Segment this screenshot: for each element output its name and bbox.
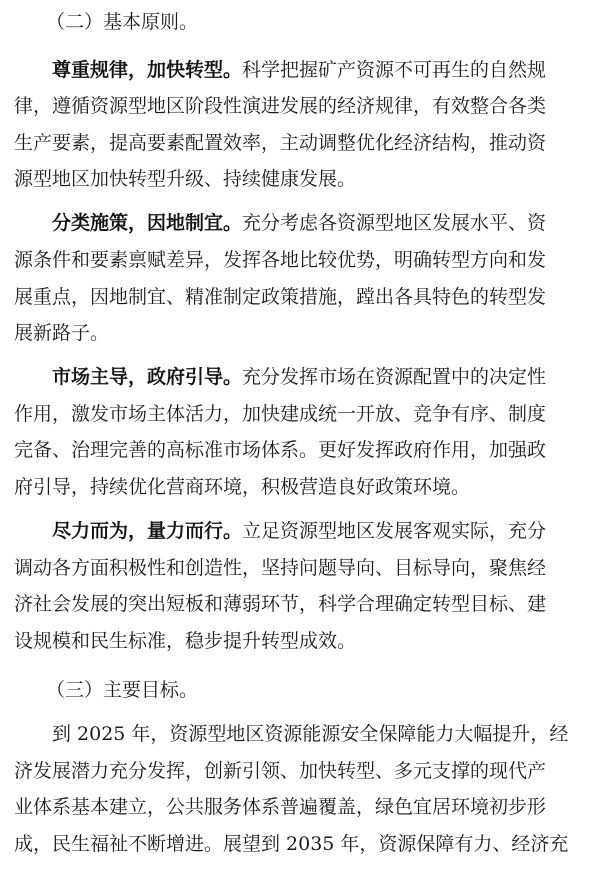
principle-1-line-1: 科学把握矿产资源不可再生的自然规: [242, 59, 547, 81]
principle-1-line-3: 生产要素，提高要素配置效率，主动调整优化经济结构，推动资: [14, 132, 547, 154]
principle-3-line-1: 充分发挥市场在资源配置中的决定性: [242, 366, 547, 388]
section-3-line-3: 业体系基本建立，公共服务体系普遍覆盖，绿色宜居环境初步形: [14, 796, 547, 818]
paragraph-line: [0, 128, 602, 158]
principle-2-line-4: 展新路子。: [14, 322, 110, 344]
paragraph-line: [0, 318, 602, 348]
principle-4-line-2: 调动各方面积极性和创造性，坚持问题导向、目标导向，聚焦经: [14, 557, 547, 579]
principle-3-line-4: 府引导，持续优化营商环境，积极营造良好政策环境。: [14, 476, 471, 498]
section-3-line-2: 济发展潜力充分发挥，创新引领、加快转型、多元支撑的现代产: [14, 760, 547, 782]
principle-3-title: 市场主导，政府引导。: [52, 366, 243, 388]
paragraph-line: [0, 792, 602, 822]
principle-1-line-4: 源型地区加快转型升级、持续健康发展。: [14, 168, 357, 190]
paragraph-line: [0, 362, 602, 392]
principle-2-line-1: 充分考虑各资源型地区发展水平、资: [242, 212, 547, 234]
principle-4-line-4: 设规模和民生标准，稳步提升转型成效。: [14, 630, 357, 652]
section-2-heading: （二）基本原则。: [46, 11, 199, 33]
paragraph-line: [0, 719, 602, 749]
principle-4-line-1: 立足资源型地区发展客观实际，充分: [242, 520, 547, 542]
principle-3-line-3: 完备、治理完善的高标准市场体系。更好发挥政府作用，加强政: [14, 439, 547, 461]
paragraph-line: [0, 164, 602, 194]
paragraph-line: [0, 626, 602, 656]
paragraph-line: [0, 589, 602, 619]
section-3-line-1: 到 2025 年，资源型地区资源能源安全保障能力大幅提升，经: [52, 723, 569, 745]
principle-2-line-2: 源条件和要素禀赋差异，发挥各地比较优势，明确转型方向和发: [14, 249, 547, 271]
principle-1-title: 尊重规律，加快转型。: [52, 59, 243, 81]
paragraph-line: [0, 829, 602, 859]
paragraph-line: [0, 516, 602, 546]
principle-1-line-2: 律，遵循资源型地区阶段性演进发展的经济规律，有效整合各类: [14, 95, 547, 117]
paragraph-line: [0, 91, 602, 121]
paragraph-line: [0, 435, 602, 465]
principle-2-title: 分类施策，因地制宜。: [52, 212, 243, 234]
paragraph-line: [0, 399, 602, 429]
principle-4-line-3: 济社会发展的突出短板和薄弱环节，科学合理确定转型目标、建: [14, 593, 547, 615]
paragraph-line: [0, 208, 602, 238]
paragraph-line: [0, 756, 602, 786]
principle-3-line-2: 作用，激发市场主体活力，加快建成统一开放、竞争有序、制度: [14, 403, 547, 425]
paragraph-line: [0, 245, 602, 275]
paragraph-line: [0, 55, 602, 85]
section-3-heading: （三）主要目标。: [46, 679, 199, 701]
paragraph-line: [0, 472, 602, 502]
principle-4-title: 尽力而为，量力而行。: [52, 520, 243, 542]
section-3-line-4: 成，民生福祉不断增进。展望到 2035 年，资源保障有力、经济充: [14, 833, 569, 855]
section-heading: [0, 675, 602, 705]
paragraph-line: [0, 553, 602, 583]
section-heading: [0, 7, 602, 37]
paragraph-line: [0, 282, 602, 312]
principle-2-line-3: 展重点，因地制宜、精准制定政策措施，蹚出各具特色的转型发: [14, 286, 547, 308]
